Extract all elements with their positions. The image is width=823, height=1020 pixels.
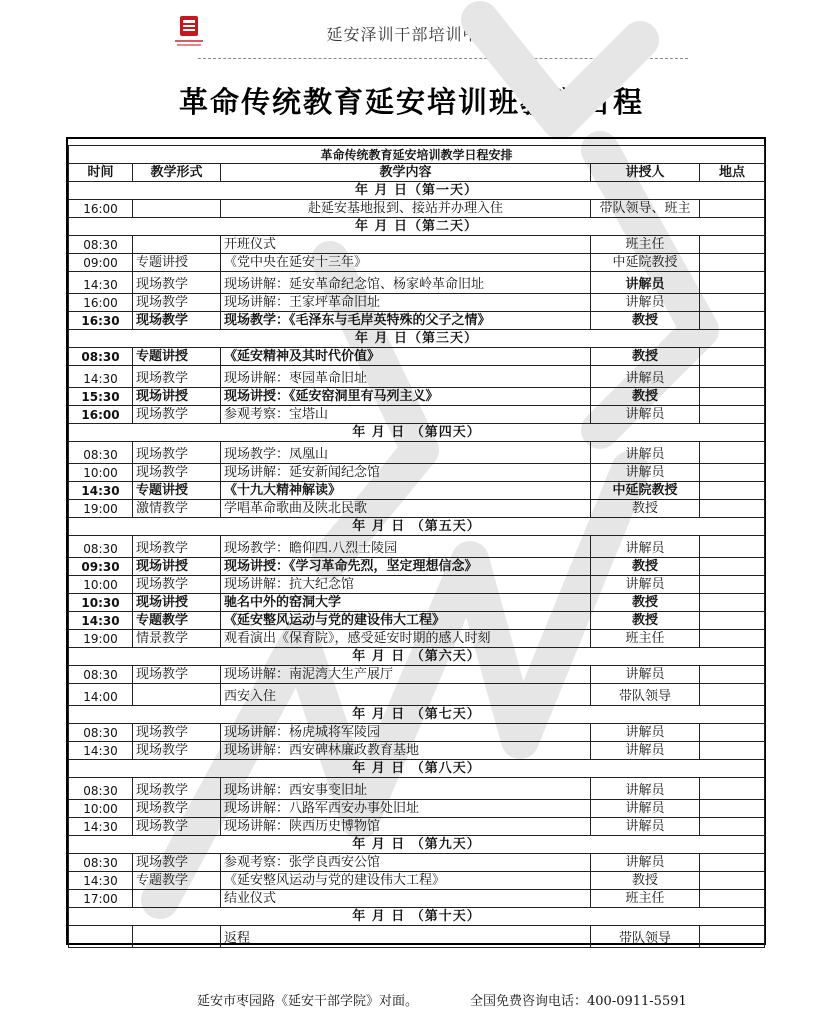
lecturer-cell: 讲解员 xyxy=(591,294,700,312)
time-cell: 08:30 xyxy=(69,348,133,366)
content-cell: 西安入住 xyxy=(221,684,591,706)
place-cell xyxy=(700,536,765,558)
form-cell: 现场教学 xyxy=(133,442,221,464)
time-cell: 08:30 xyxy=(69,724,133,742)
lecturer-cell: 讲解员 xyxy=(591,818,700,836)
table-row xyxy=(69,200,765,218)
content-cell: 学唱革命歌曲及陕北民歌 xyxy=(221,500,591,518)
form-cell: 现场教学 xyxy=(133,294,221,312)
day-label: 年 月 日（第一天） xyxy=(69,182,765,200)
time-cell: 14:30 xyxy=(69,742,133,760)
time-cell: 08:30 xyxy=(69,854,133,872)
lecturer-cell: 讲解员 xyxy=(591,576,700,594)
place-cell xyxy=(700,594,765,612)
lecturer-cell: 班主任 xyxy=(591,630,700,648)
lecturer-cell: 教授 xyxy=(591,312,700,330)
time-cell: 08:30 xyxy=(69,536,133,558)
table-row xyxy=(69,236,765,254)
lecturer-cell: 讲解员 xyxy=(591,800,700,818)
content-cell: 现场讲解：杨虎城将军陵园 xyxy=(221,724,591,742)
table-row xyxy=(69,576,765,594)
form-cell: 现场教学 xyxy=(133,778,221,800)
form-cell: 专题教学 xyxy=(133,612,221,630)
table-row xyxy=(69,742,765,760)
lecturer-cell: 讲解员 xyxy=(591,742,700,760)
place-cell xyxy=(700,854,765,872)
table-row xyxy=(69,872,765,890)
time-cell: 14:00 xyxy=(69,684,133,706)
table-row xyxy=(69,312,765,330)
content-cell: 现场讲解：王家坪革命旧址 xyxy=(221,294,591,312)
place-cell xyxy=(700,800,765,818)
table-row xyxy=(69,294,765,312)
lecturer-cell: 教授 xyxy=(591,500,700,518)
table-row xyxy=(69,684,765,706)
day-header-row xyxy=(69,330,765,348)
time-cell: 16:00 xyxy=(69,406,133,424)
place-cell xyxy=(700,312,765,330)
place-cell xyxy=(700,254,765,272)
time-cell: 15:30 xyxy=(69,388,133,406)
day-header-row xyxy=(69,182,765,200)
place-cell xyxy=(700,406,765,424)
lecturer-cell: 教授 xyxy=(591,594,700,612)
content-cell: 现场教学：瞻仰四.八烈士陵园 xyxy=(221,536,591,558)
table-header-row xyxy=(69,164,765,182)
lecturer-cell: 讲解员 xyxy=(591,442,700,464)
form-cell: 现场讲授 xyxy=(133,388,221,406)
form-cell: 现场教学 xyxy=(133,406,221,424)
time-cell: 14:30 xyxy=(69,366,133,388)
content-cell: 现场教学：凤凰山 xyxy=(221,442,591,464)
lecturer-cell: 教授 xyxy=(591,558,700,576)
time-cell: 17:00 xyxy=(69,890,133,908)
content-cell: 参观考察：张学良西安公馆 xyxy=(221,854,591,872)
place-cell xyxy=(700,464,765,482)
form-cell xyxy=(133,926,221,948)
lecturer-cell: 讲解员 xyxy=(591,272,700,294)
table-row xyxy=(69,724,765,742)
place-cell xyxy=(700,684,765,706)
form-cell: 现场教学 xyxy=(133,742,221,760)
day-label: 年 月 日（第二天） xyxy=(69,218,765,236)
place-cell xyxy=(700,388,765,406)
time-cell: 14:30 xyxy=(69,612,133,630)
form-cell xyxy=(133,684,221,706)
form-cell: 现场教学 xyxy=(133,366,221,388)
form-cell: 情景教学 xyxy=(133,630,221,648)
lecturer-cell: 讲解员 xyxy=(591,406,700,424)
content-cell: 现场讲解：南泥湾大生产展厅 xyxy=(221,666,591,684)
lecturer-cell: 讲解员 xyxy=(591,666,700,684)
content-cell: 现场讲解：抗大纪念馆 xyxy=(221,576,591,594)
lecturer-cell: 讲解员 xyxy=(591,854,700,872)
form-cell: 专题讲授 xyxy=(133,482,221,500)
table-row xyxy=(69,482,765,500)
form-cell: 现场教学 xyxy=(133,576,221,594)
time-cell: 16:00 xyxy=(69,294,133,312)
day-header-row xyxy=(69,706,765,724)
time-cell: 10:00 xyxy=(69,800,133,818)
lecturer-cell: 讲解员 xyxy=(591,778,700,800)
lecturer-cell: 讲解员 xyxy=(591,536,700,558)
lecturer-cell: 教授 xyxy=(591,872,700,890)
form-cell: 现场教学 xyxy=(133,818,221,836)
day-label: 年 月 日 （第八天） xyxy=(69,760,765,778)
day-header-row xyxy=(69,836,765,854)
time-cell: 16:00 xyxy=(69,200,133,218)
content-cell: 现场讲解：枣园革命旧址 xyxy=(221,366,591,388)
column-header: 地点 xyxy=(700,164,765,182)
table-row xyxy=(69,442,765,464)
lecturer-cell: 讲解员 xyxy=(591,464,700,482)
document-title: 革命传统教育延安培训班教学日程 xyxy=(178,85,644,119)
footer-phone: 全国免费咨询电话：400-0911-5591 xyxy=(470,994,687,1009)
content-cell: 赴延安基地报到、接站并办理入住 xyxy=(221,200,591,218)
time-cell: 09:00 xyxy=(69,254,133,272)
lecturer-cell: 班主任 xyxy=(591,236,700,254)
schedule-table xyxy=(68,145,765,948)
lecturer-cell: 班主任 xyxy=(591,890,700,908)
content-cell: 《延安精神及其时代价值》 xyxy=(221,348,591,366)
content-cell: 开班仪式 xyxy=(221,236,591,254)
lecturer-cell: 带队领导 xyxy=(591,926,700,948)
lecturer-cell: 中延院教授 xyxy=(591,254,700,272)
place-cell xyxy=(700,890,765,908)
day-header-row xyxy=(69,908,765,926)
day-header-row xyxy=(69,518,765,536)
form-cell: 现场教学 xyxy=(133,464,221,482)
place-cell xyxy=(700,236,765,254)
place-cell xyxy=(700,872,765,890)
form-cell: 现场教学 xyxy=(133,272,221,294)
place-cell xyxy=(700,294,765,312)
day-header-row xyxy=(69,648,765,666)
header-org-name: 延安泽训干部培训中心 xyxy=(326,25,497,44)
form-cell: 激情教学 xyxy=(133,500,221,518)
place-cell xyxy=(700,742,765,760)
day-header-row xyxy=(69,218,765,236)
place-cell xyxy=(700,576,765,594)
content-cell: 《十九大精神解读》 xyxy=(221,482,591,500)
day-label: 年 月 日 （第六天） xyxy=(69,648,765,666)
place-cell xyxy=(700,612,765,630)
time-cell: 14:30 xyxy=(69,482,133,500)
time-cell: 19:00 xyxy=(69,630,133,648)
form-cell xyxy=(133,200,221,218)
place-cell xyxy=(700,366,765,388)
column-header: 讲授人 xyxy=(591,164,700,182)
content-cell: 现场讲解：八路军西安办事处旧址 xyxy=(221,800,591,818)
time-cell: 10:00 xyxy=(69,464,133,482)
table-row xyxy=(69,366,765,388)
table-row xyxy=(69,500,765,518)
table-row xyxy=(69,464,765,482)
time-cell: 14:30 xyxy=(69,272,133,294)
place-cell xyxy=(700,724,765,742)
form-cell: 现场教学 xyxy=(133,536,221,558)
day-label: 年 月 日 （第十天） xyxy=(69,908,765,926)
form-cell: 专题教学 xyxy=(133,872,221,890)
day-header-row xyxy=(69,424,765,442)
table-row xyxy=(69,890,765,908)
table-row xyxy=(69,818,765,836)
column-header: 教学形式 xyxy=(133,164,221,182)
day-label: 年 月 日（第三天） xyxy=(69,330,765,348)
form-cell: 现场教学 xyxy=(133,312,221,330)
content-cell: 现场讲解：延安革命纪念馆、杨家岭革命旧址 xyxy=(221,272,591,294)
place-cell xyxy=(700,778,765,800)
form-cell: 现场教学 xyxy=(133,724,221,742)
time-cell: 09:30 xyxy=(69,558,133,576)
place-cell xyxy=(700,272,765,294)
time-cell: 10:30 xyxy=(69,594,133,612)
place-cell xyxy=(700,348,765,366)
table-row xyxy=(69,536,765,558)
content-cell: 结业仪式 xyxy=(221,890,591,908)
content-cell: 现场讲解：延安新闻纪念馆 xyxy=(221,464,591,482)
form-cell: 现场讲授 xyxy=(133,558,221,576)
day-label: 年 月 日 （第七天） xyxy=(69,706,765,724)
place-cell xyxy=(700,500,765,518)
content-cell: 现场讲授：《延安窑洞里有马列主义》 xyxy=(221,388,591,406)
form-cell: 专题讲授 xyxy=(133,254,221,272)
form-cell: 现场讲授 xyxy=(133,594,221,612)
form-cell: 现场教学 xyxy=(133,800,221,818)
form-cell xyxy=(133,236,221,254)
place-cell xyxy=(700,558,765,576)
lecturer-cell: 教授 xyxy=(591,612,700,630)
table-row xyxy=(69,594,765,612)
place-cell xyxy=(700,630,765,648)
table-row xyxy=(69,800,765,818)
day-header-row xyxy=(69,760,765,778)
table-row xyxy=(69,348,765,366)
table-row xyxy=(69,388,765,406)
place-cell xyxy=(700,926,765,948)
content-cell: 现场教学：《毛泽东与毛岸英特殊的父子之情》 xyxy=(221,312,591,330)
time-cell: 08:30 xyxy=(69,236,133,254)
form-cell: 现场教学 xyxy=(133,666,221,684)
content-cell: 驰名中外的窑洞大学 xyxy=(221,594,591,612)
table-row xyxy=(69,254,765,272)
time-cell: 08:30 xyxy=(69,778,133,800)
lecturer-cell: 中延院教授 xyxy=(591,482,700,500)
content-cell: 《延安整风运动与党的建设伟大工程》 xyxy=(221,872,591,890)
time-cell: 08:30 xyxy=(69,666,133,684)
table-row xyxy=(69,406,765,424)
time-cell: 19:00 xyxy=(69,500,133,518)
form-cell xyxy=(133,890,221,908)
table-row xyxy=(69,778,765,800)
lecturer-cell: 带队领导 xyxy=(591,684,700,706)
table-row xyxy=(69,926,765,948)
column-header: 时间 xyxy=(69,164,133,182)
lecturer-cell: 教授 xyxy=(591,388,700,406)
day-label: 年 月 日 （第九天） xyxy=(69,836,765,854)
table-row xyxy=(69,272,765,294)
form-cell: 现场教学 xyxy=(133,854,221,872)
content-cell: 现场讲解：西安事变旧址 xyxy=(221,778,591,800)
content-cell: 《延安整风运动与党的建设伟大工程》 xyxy=(221,612,591,630)
column-header: 教学内容 xyxy=(221,164,591,182)
place-cell xyxy=(700,442,765,464)
day-label: 年 月 日 （第四天） xyxy=(69,424,765,442)
table-row xyxy=(69,558,765,576)
table-row xyxy=(69,630,765,648)
content-cell: 观看演出《保育院》，感受延安时期的感人时刻 xyxy=(221,630,591,648)
time-cell: 08:30 xyxy=(69,442,133,464)
place-cell xyxy=(700,200,765,218)
header-divider xyxy=(198,58,688,59)
time-cell: 10:00 xyxy=(69,576,133,594)
time-cell: 14:30 xyxy=(69,818,133,836)
table-row xyxy=(69,666,765,684)
lecturer-cell: 教授 xyxy=(591,348,700,366)
lecturer-cell: 讲解员 xyxy=(591,366,700,388)
lecturer-cell: 讲解员 xyxy=(591,724,700,742)
content-cell: 返程 xyxy=(221,926,591,948)
content-cell: 现场讲解：西安碑林廉政教育基地 xyxy=(221,742,591,760)
table-row xyxy=(69,612,765,630)
form-cell: 专题讲授 xyxy=(133,348,221,366)
footer-address: 延安市枣园路《延安干部学院》对面。 xyxy=(197,994,419,1009)
content-cell: 现场讲授：《学习革命先烈，坚定理想信念》 xyxy=(221,558,591,576)
time-cell xyxy=(69,926,133,948)
place-cell xyxy=(700,482,765,500)
time-cell: 14:30 xyxy=(69,872,133,890)
table-caption: 革命传统教育延安培训教学日程安排 xyxy=(69,146,765,164)
table-caption-row xyxy=(69,146,765,164)
lecturer-cell: 带队领导、班主 xyxy=(591,200,700,218)
table-row xyxy=(69,854,765,872)
place-cell xyxy=(700,666,765,684)
time-cell: 16:30 xyxy=(69,312,133,330)
content-cell: 参观考察：宝塔山 xyxy=(221,406,591,424)
content-cell: 《党中央在延安十三年》 xyxy=(221,254,591,272)
place-cell xyxy=(700,818,765,836)
day-label: 年 月 日 （第五天） xyxy=(69,518,765,536)
content-cell: 现场讲解：陕西历史博物馆 xyxy=(221,818,591,836)
